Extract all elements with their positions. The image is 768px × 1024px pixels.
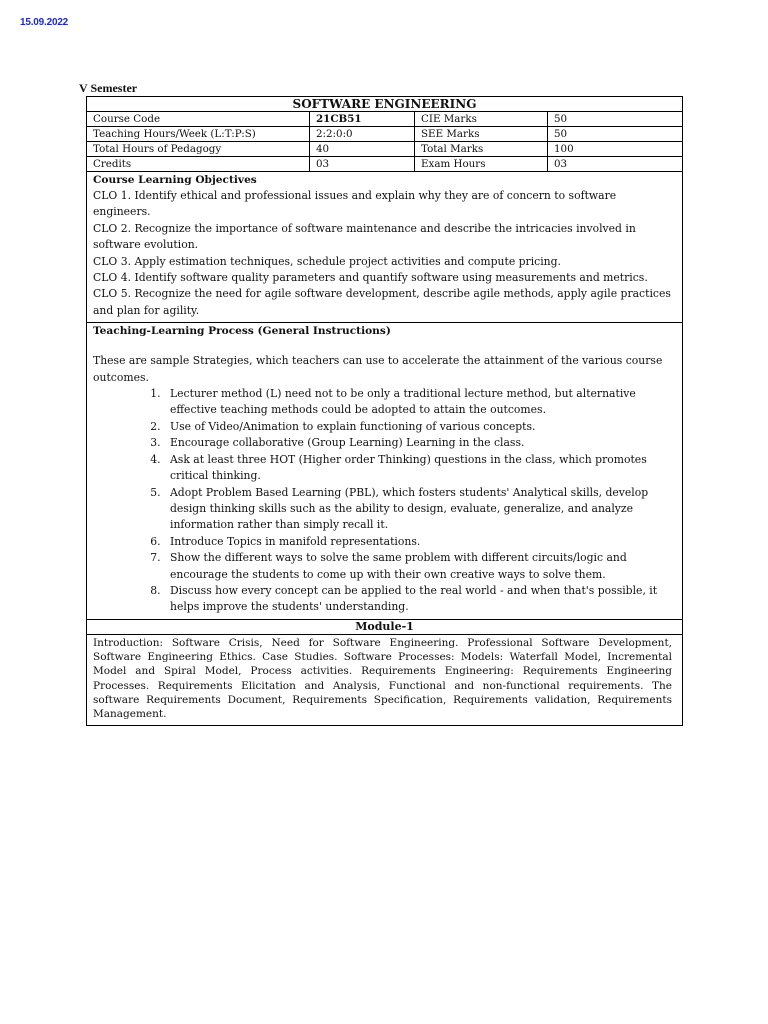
teaching-intro: These are sample Strategies, which teachers can use to accelerate the attainment of the various course outcomes.	[93, 354, 663, 384]
clo-item: CLO 2. Recognize the importance of software maintenance and describe the intricacies involved in software evolution.	[93, 221, 636, 252]
cie-marks-value: 50	[548, 112, 683, 127]
table-row	[87, 127, 683, 142]
clo-item: CLO 4. Identify software quality parameters and quantify software using measurements and metrics.	[93, 271, 648, 285]
pedagogy-hours-value: 40	[310, 142, 415, 157]
see-marks-value: 50	[548, 127, 683, 142]
table-row	[87, 112, 683, 127]
teaching-heading: Teaching-Learning Process (General Instructions)	[93, 325, 391, 338]
cie-marks-label: CIE Marks	[415, 112, 548, 127]
credits-value: 03	[310, 157, 415, 172]
teaching-hours-value: 2:2:0:0	[310, 127, 415, 142]
clo-item: CLO 1. Identify ethical and professional issues and explain why they are of concern to software engineers.	[93, 189, 617, 219]
table-row	[87, 142, 683, 157]
list-item: 4. Ask at least three HOT (Higher order Thinking) questions in the class, which promotes critical thinking.	[164, 452, 676, 485]
course-title: SOFTWARE ENGINEERING	[87, 97, 683, 112]
semester-label: V Semester	[79, 81, 138, 95]
list-item: 5. Adopt Problem Based Learning (PBL), which fosters students' Analytical skills, develop design thinking skills such as the ability to design, evaluate, generalize, and analyze information rather than simply recall it.	[164, 485, 676, 534]
module-content: Introduction: Software Crisis, Need for Software Engineering. Professional Software Development, Software Engineering Ethics. Case Studies. Software Processes: Models: Waterfall Model, Incremental Model and Spiral Model, Process activities. Requirements Engineering: Requirements Engineering Processes. Requirements Elicitation and Analysis, Functional and non-functional requirements. The software Requirements Document, Requirements Specification, Requirements validation, Requirements Management.	[87, 634, 683, 725]
pedagogy-hours-label: Total Hours of Pedagogy	[87, 142, 310, 157]
course-table	[86, 96, 683, 726]
list-item: 8. Discuss how every concept can be applied to the real world - and when that's possible, it helps improve the students' understanding.	[164, 583, 676, 616]
date-stamp: 15.09.2022	[20, 17, 69, 28]
credits-label: Credits	[87, 157, 310, 172]
see-marks-label: SEE Marks	[415, 127, 548, 142]
exam-hours-label: Exam Hours	[415, 157, 548, 172]
clo-item: CLO 5. Recognize the need for agile software development, describe agile methods, apply agile practices and plan for agility.	[93, 287, 671, 317]
module-title: Module-1	[87, 619, 683, 634]
teaching-hours-label: Teaching Hours/Week (L:T:P:S)	[87, 127, 310, 142]
list-item: 1. Lecturer method (L) need not to be only a traditional lecture method, but alternative effective teaching methods could be adopted to attain the outcomes.	[164, 386, 676, 419]
course-code-value: 21CB51	[310, 112, 415, 127]
teaching-section	[87, 323, 683, 620]
list-item: 7. Show the different ways to solve the same problem with different circuits/logic and encourage the students to come up with their own creative ways to solve them.	[164, 550, 676, 583]
clo-item: CLO 3. Apply estimation techniques, schedule project activities and compute pricing.	[93, 254, 561, 268]
objectives-heading: Course Learning Objectives	[93, 174, 257, 186]
table-row	[87, 157, 683, 172]
list-item: 3. Encourage collaborative (Group Learning) Learning in the class.	[164, 435, 676, 451]
list-item: 2. Use of Video/Animation to explain functioning of various concepts.	[164, 419, 676, 435]
course-code-label: Course Code	[87, 112, 310, 127]
total-marks-label: Total Marks	[415, 142, 548, 157]
strategies-list	[93, 386, 676, 616]
total-marks-value: 100	[548, 142, 683, 157]
list-item: 6. Introduce Topics in manifold representations.	[164, 534, 676, 550]
objectives-section	[87, 172, 683, 323]
exam-hours-value: 03	[548, 157, 683, 172]
